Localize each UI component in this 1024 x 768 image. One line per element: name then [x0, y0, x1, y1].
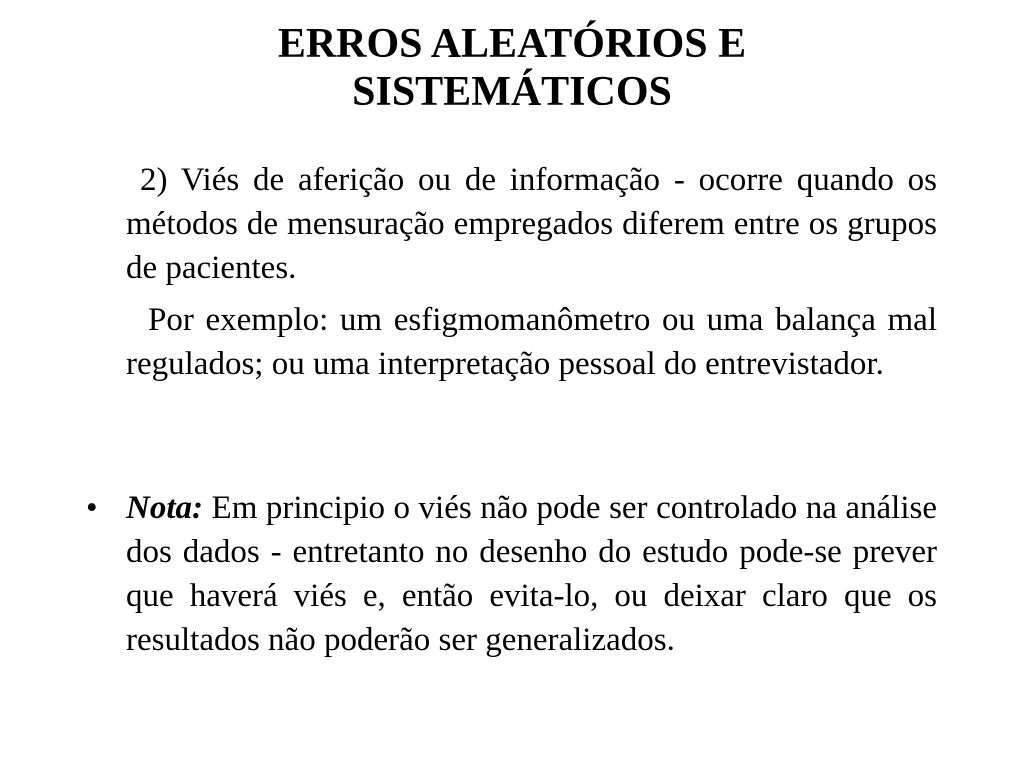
bullet-icon: • [86, 490, 98, 526]
note-text: Em principio o viés não pode ser controlado na análise dos dados - entretanto no desenho do estudo pode-se prever que haverá viés e, então evita-lo, ou deixar claro que os resultados não poderão ser generalizados. [126, 490, 937, 658]
slide-title [112, 20, 912, 116]
slide-title-line-2: SISTEMÁTICOS [352, 69, 672, 115]
slide-title-line-1: ERROS ALEATÓRIOS E [277, 21, 747, 67]
note-bullet-item [86, 486, 937, 662]
paragraph-measurement-bias: 2) Viés de aferição ou de informação - ocorre quando os métodos de mensuração empregados diferem entre os grupos de pacientes. [126, 162, 937, 286]
paragraph-example: Por exemplo: um esfigmomanômetro ou uma balança mal regulados; ou uma interpretação pessoal do entrevistador. [126, 302, 937, 382]
body-text [126, 158, 937, 386]
note-label: Nota: [126, 490, 203, 526]
